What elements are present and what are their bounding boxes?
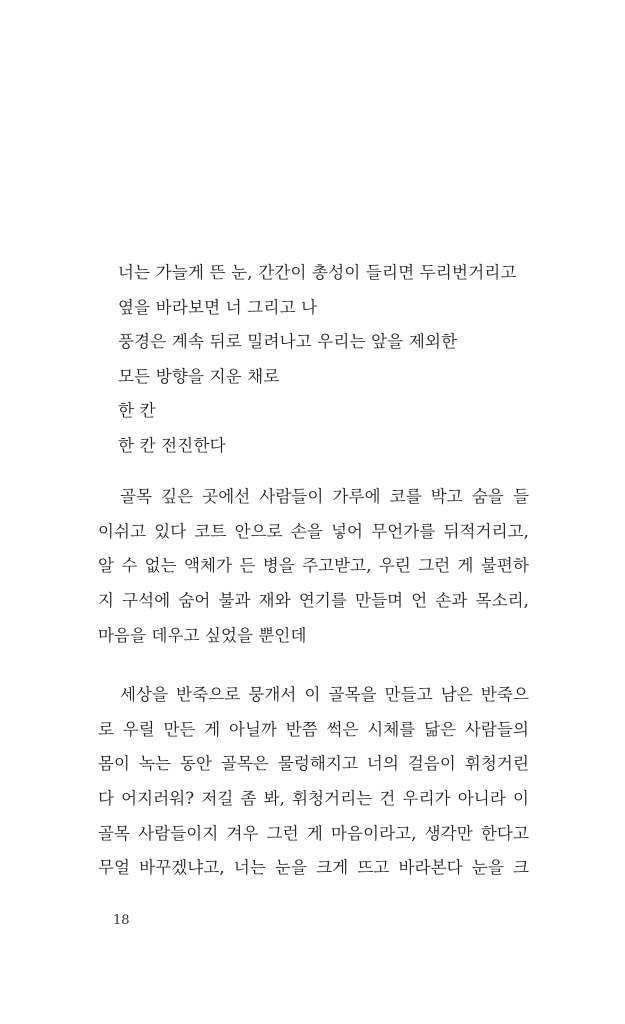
paragraph-line: 이쉬고 있다 코트 안으로 손을 넣어 무언가를 뒤적거리고, xyxy=(98,521,529,541)
paragraph-line: 세상을 반죽으로 뭉개서 이 골목을 만들고 남은 반죽으 xyxy=(120,685,529,704)
prose-paragraph-2 xyxy=(98,678,529,886)
paragraph-line: 몸이 녹는 동안 골목은 물렁해지고 너의 걸음이 휘청거린 xyxy=(98,754,529,774)
paragraph-line: 지 구석에 숨어 불과 재와 연기를 만들며 언 손과 목소리, xyxy=(98,591,529,611)
paragraph-line: 다 어지러워? 저길 좀 봐, 휘청거리는 건 우리가 아니라 이 xyxy=(98,789,529,809)
page-number: 18 xyxy=(113,913,130,928)
poem-line: 풍경은 계속 뒤로 밀려나고 우리는 앞을 제외한 xyxy=(118,332,458,351)
paragraph-line: 로 우릴 만든 게 아닐까 반쯤 썩은 시체를 닮은 사람들의 xyxy=(98,719,529,739)
poem-line: 한 칸 xyxy=(118,401,156,420)
poem-line: 한 칸 전진한다 xyxy=(118,435,226,455)
prose-paragraph-1 xyxy=(98,480,529,653)
poem-line: 옆을 바라보면 너 그리고 나 xyxy=(118,297,318,317)
paragraph-line: 무얼 바꾸겠냐고, 너는 눈을 크게 뜨고 바라본다 눈을 크 xyxy=(98,858,529,878)
paragraph-line: 골목 깊은 곳에선 사람들이 가루에 코를 박고 숨을 들 xyxy=(120,487,529,506)
poem-line: 모든 방향을 지운 채로 xyxy=(118,366,280,386)
poem-stanza xyxy=(118,256,548,463)
paragraph-line: 골목 사람들이지 겨우 그런 게 마음이라고, 생각만 한다고 xyxy=(98,823,529,843)
paragraph-line: 마음을 데우고 싶었을 뿐인데 xyxy=(98,625,307,645)
poem-line: 너는 가늘게 뜬 눈, 간간이 총성이 들리면 두리번거리고 xyxy=(118,263,517,282)
paragraph-line: 알 수 없는 액체가 든 병을 주고받고, 우린 그런 게 불편하 xyxy=(98,556,529,576)
